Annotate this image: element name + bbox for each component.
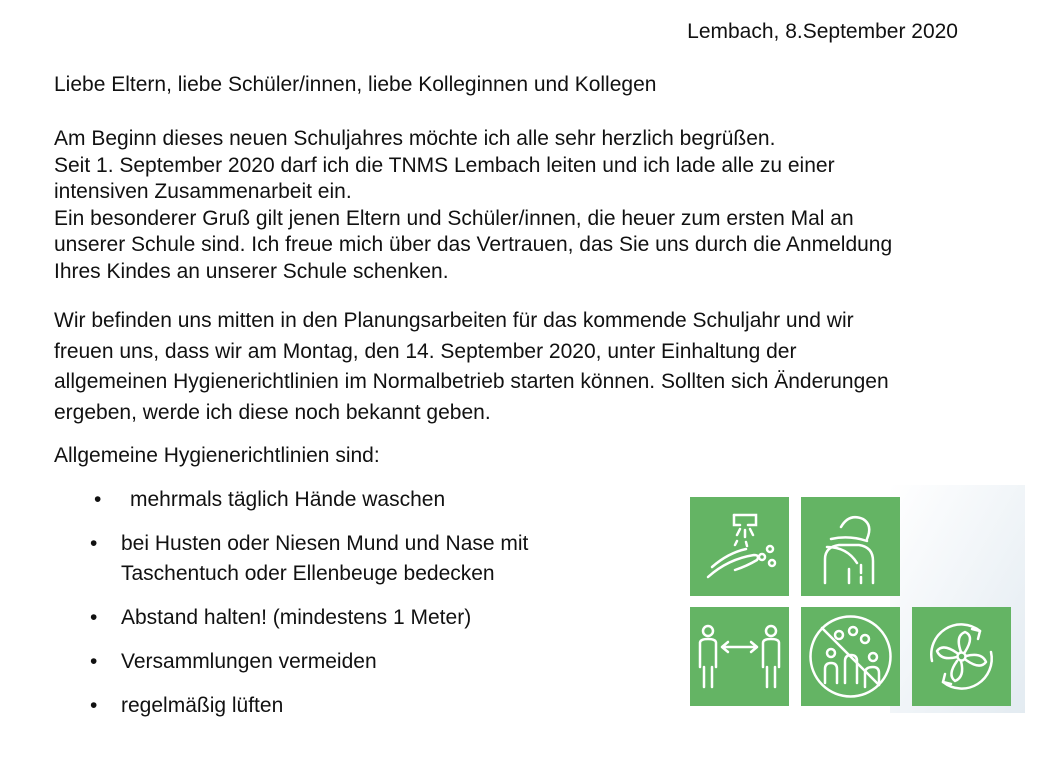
letter-date: Lembach, 8.September 2020 (687, 20, 958, 43)
bullet-icon: • (90, 694, 98, 717)
list-item (90, 691, 610, 721)
rule-text: regelmäßig lüften (121, 694, 284, 717)
hygiene-rules-list (90, 485, 610, 735)
list-item (94, 485, 610, 515)
paragraph-line: Ihres Kindes an unserer Schule schenken. (54, 259, 449, 283)
paragraph-line: Am Beginn dieses neuen Schuljahres möchte ich alle sehr herzlich begrüßen. (54, 127, 776, 150)
ventilation-icon (912, 607, 1011, 706)
bullet-icon: • (90, 532, 98, 555)
paragraph-line: allgemeinen Hygienerichtlinien im Normalbetrieb starten können. Sollten sich Änderungen (54, 370, 889, 393)
bullet-icon: • (90, 606, 98, 629)
planning-paragraph (54, 306, 974, 428)
rule-text: bei Husten oder Niesen Mund und Nase mit (121, 532, 529, 555)
paragraph-line: ergeben, werde ich diese noch bekannt geben. (54, 400, 491, 424)
rule-text: Versammlungen vermeiden (121, 650, 377, 673)
bullet-icon: • (94, 488, 102, 511)
rule-text: mehrmals täglich Hände waschen (130, 488, 446, 511)
welcome-paragraph (54, 126, 974, 285)
hand-washing-icon (690, 497, 789, 596)
list-item (90, 529, 610, 589)
rule-text: Taschentuch oder Ellenbeuge bedecken (121, 562, 495, 585)
hygiene-title: Allgemeine Hygienerichtlinien sind: (54, 444, 380, 467)
paragraph-line: intensiven Zusammenarbeit ein. (54, 180, 352, 203)
paragraph-line: Seit 1. September 2020 darf ich die TNMS Lembach leiten und ich lade alle zu einer (54, 153, 835, 177)
rule-text: Abstand halten! (mindestens 1 Meter) (121, 606, 472, 629)
list-item (90, 647, 610, 677)
paragraph-line: unserer Schule sind. Ich freue mich über das Vertrauen, das Sie uns durch die Anmeldung (54, 233, 893, 256)
keep-distance-icon (690, 607, 789, 706)
no-gatherings-icon (801, 607, 900, 706)
paragraph-line: freuen uns, dass wir am Montag, den 14. September 2020, unter Einhaltung der (54, 339, 797, 363)
list-item (90, 603, 610, 633)
salutation: Liebe Eltern, liebe Schüler/innen, liebe Kolleginnen und Kollegen (54, 73, 657, 96)
paragraph-line: Ein besonderer Gruß gilt jenen Eltern und Schüler/innen, die heuer zum ersten Mal an (54, 206, 854, 230)
hygiene-icons-panel (690, 485, 1025, 713)
bullet-icon: • (90, 650, 98, 673)
paragraph-line: Wir befinden uns mitten in den Planungsarbeiten für das kommende Schuljahr und wir (54, 309, 854, 332)
cough-into-elbow-icon (801, 497, 900, 596)
